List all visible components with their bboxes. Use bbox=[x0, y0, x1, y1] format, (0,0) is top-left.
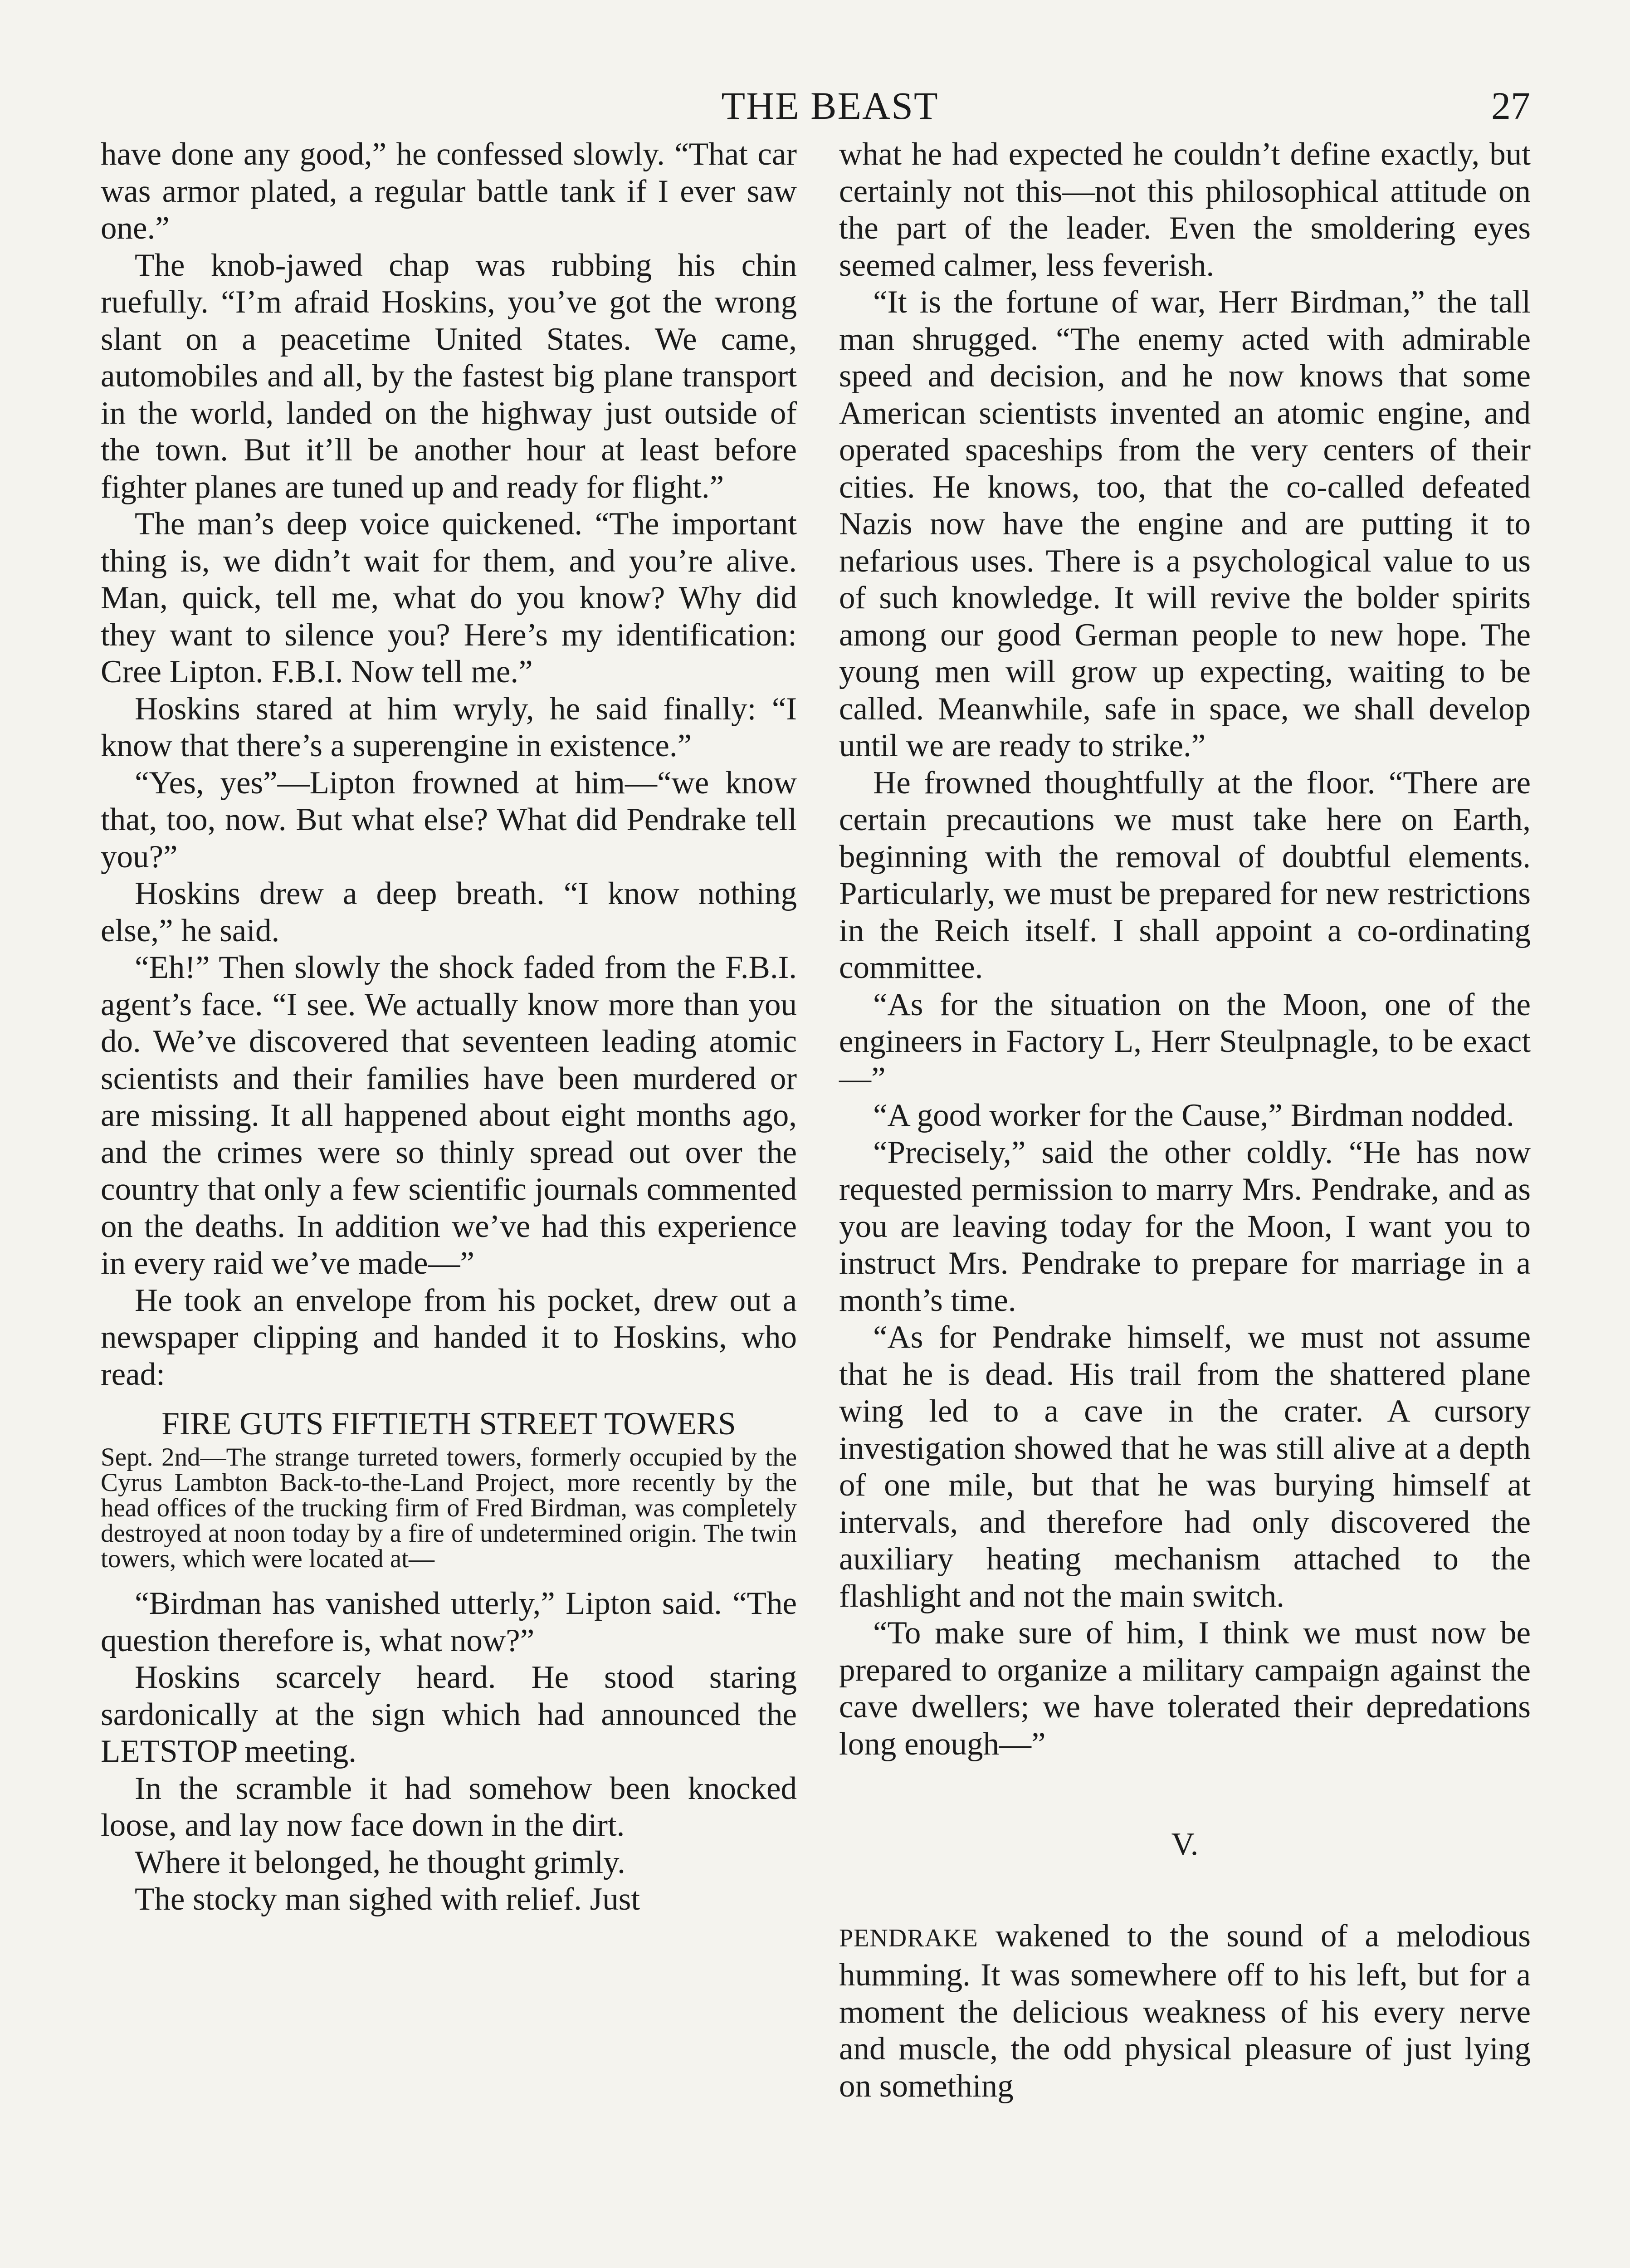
paragraph: He took an envelope from his pocket, drew out a newspaper clipping and handed it to Hoskins, who read: bbox=[101, 1282, 797, 1392]
paragraph: “To make sure of him, I think we must now be prepared to organize a military campaign against the cave dwellers; we have tolerated their depredations long enough—” bbox=[839, 1615, 1531, 1762]
paragraph: “Precisely,” said the other coldly. “He has now requested permission to marry Mrs. Pendrake, and as you are leaving today for the Moon, I want you to instruct Mrs. Pendrake to prepare for marriage in a month’s time. bbox=[839, 1134, 1531, 1318]
section-number: V. bbox=[1171, 1827, 1199, 1862]
paragraph: Where it belonged, he thought grimly. bbox=[135, 1844, 625, 1880]
news-clipping-headline: FIRE GUTS FIFTIETH STREET TOWERS bbox=[161, 1406, 736, 1442]
news-clipping-text: Sept. 2nd—The strange turreted towers, formerly occupied by the Cyrus Lambton Back-to-the-Land Project, more recently by the head offices of the trucking firm of Fred Birdman, was completely destroyed at noon today by a fire of undetermined origin. The twin towers, which were located at— bbox=[101, 1443, 797, 1573]
paragraph: He frowned thoughtfully at the floor. “There are certain precautions we must take here on Earth, beginning with the removal of doubtful elements. Particularly, we must be prepared for new restrictions in the Reich itself. I shall appoint a co-ordinating committee. bbox=[839, 765, 1531, 985]
paragraph-text: wakened to the sound of a melodious humming. It was somewhere off to his left, but for a moment the delicious weakness of his every nerve and muscle, the odd physical pleasure of just lying on something bbox=[839, 1918, 1531, 2104]
paragraph: “Eh!” Then slowly the shock faded from the F.B.I. agent’s face. “I see. We actually know more than you do. We’ve discovered that seventeen leading atomic scientists and their families have been murdered or are missing. It all happened about eight months ago, and the crimes were so thinly spread out over the country that only a few scientific journals commented on the deaths. In addition we’ve had this experience in every raid we’ve made—” bbox=[101, 950, 797, 1281]
paragraph: Hoskins scarcely heard. He stood staring sardonically at the sign which had announced the LETSTOP meeting. bbox=[101, 1660, 797, 1769]
section-opening-paragraph bbox=[839, 1918, 1531, 2105]
paragraph: Hoskins stared at him wryly, he said finally: “I know that there’s a superengine in existence.” bbox=[101, 691, 797, 763]
page-header bbox=[0, 81, 1630, 131]
smallcaps-lead-word: PENDRAKE bbox=[839, 1924, 978, 1952]
paragraph: The man’s deep voice quickened. “The important thing is, we didn’t wait for them, and you’re alive. Man, quick, tell me, what do you know? Why did they want to silence you? Here’s my identification: Cree Lipton. F.B.I. Now tell me.” bbox=[101, 506, 797, 689]
paragraph: “As for the situation on the Moon, one of the engineers in Factory L, Herr Steulpnagle, to be exact—” bbox=[839, 987, 1531, 1096]
paragraph: “It is the fortune of war, Herr Birdman,” the tall man shrugged. “The enemy acted with admirable speed and decision, and he now knows that some American scientists invented an atomic engine, and operated spaceships from the very centers of their cities. He knows, too, that the co-called defeated Nazis now have the engine and are putting it to nefarious uses. There is a psychological value to us of such knowledge. It will revive the bolder spirits among our good German people to new hope. The young men will grow up expecting, waiting to be called. Meanwhile, safe in space, we shall develop until we are ready to strike.” bbox=[839, 284, 1531, 763]
paragraph: The knob-jawed chap was rubbing his chin ruefully. “I’m afraid Hoskins, you’ve got the wrong slant on a peacetime United States. We came, automobiles and all, by the fastest big plane transport in the world, landed on the highway just outside of the town. But it’ll be another hour at least before fighter planes are tuned up and ready for flight.” bbox=[101, 247, 797, 505]
paragraph: Hoskins drew a deep breath. “I know nothing else,” he said. bbox=[101, 876, 797, 948]
running-title: THE BEAST bbox=[721, 84, 939, 127]
paragraph: have done any good,” he confessed slowly. “That car was armor plated, a regular battle tank if I ever saw one.” bbox=[101, 137, 797, 246]
paragraph: In the scramble it had somehow been knocked loose, and lay now face down in the dirt. bbox=[101, 1770, 797, 1843]
page-number: 27 bbox=[1491, 84, 1530, 127]
paragraph: what he had expected he couldn’t define exactly, but certainly not this—not this philosophical attitude on the part of the leader. Even the smoldering eyes seemed calmer, less feverish. bbox=[839, 137, 1531, 283]
paragraph: “Birdman has vanished utterly,” Lipton said. “The question therefore is, what now?” bbox=[101, 1586, 797, 1658]
right-column bbox=[839, 136, 1531, 2105]
paragraph: “Yes, yes”—Lipton frowned at him—“we know that, too, now. But what else? What did Pendrake tell you?” bbox=[101, 765, 797, 875]
paragraph: “A good worker for the Cause,” Birdman nodded. bbox=[873, 1098, 1514, 1133]
paragraph: “As for Pendrake himself, we must not assume that he is dead. His trail from the shattered plane wing led to a cave in the crater. A cursory investigation showed that he was still alive at a depth of one mile, but that he was burying himself at intervals, and therefore had only discovered the auxiliary heating mechanism attached to the flashlight and not the main switch. bbox=[839, 1320, 1531, 1614]
left-column bbox=[101, 136, 797, 1918]
paragraph: The stocky man sighed with relief. Just bbox=[135, 1882, 640, 1917]
